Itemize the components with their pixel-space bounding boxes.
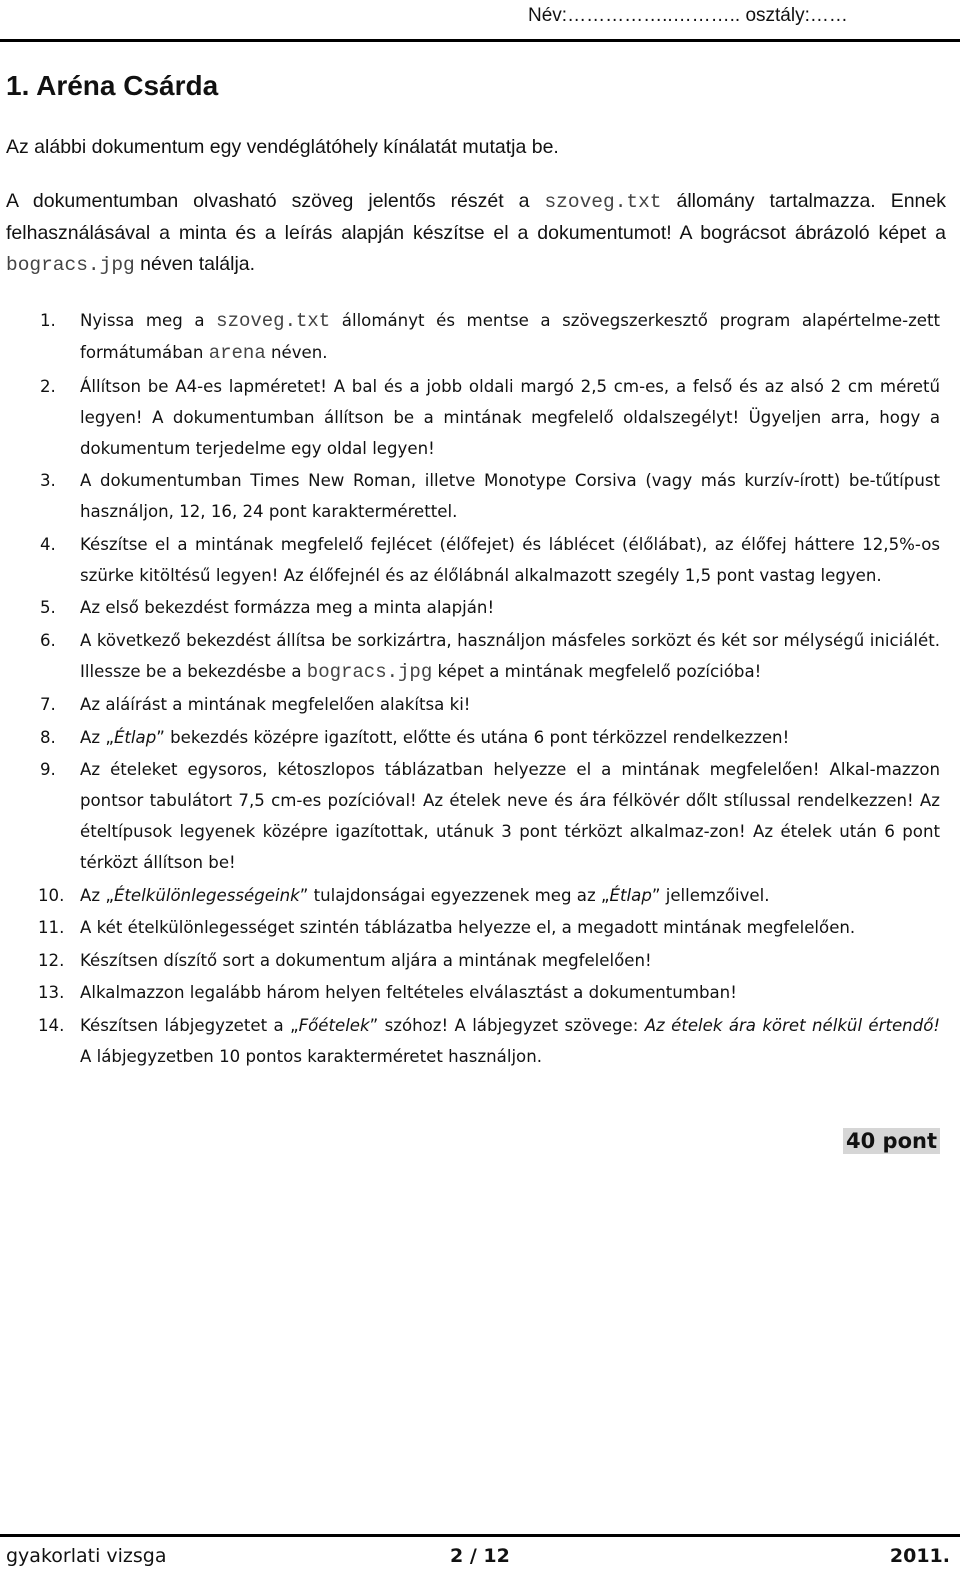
task-text: ” szóhoz! A lábjegyzet szövege: bbox=[369, 1015, 645, 1035]
task-number: 4. bbox=[40, 534, 56, 554]
italic-term: Étlap bbox=[113, 727, 157, 747]
intro-paragraph-2 bbox=[6, 186, 946, 281]
footer-rule bbox=[0, 1534, 960, 1537]
task-text: képet a mintának megfelelő pozícióba! bbox=[432, 661, 762, 681]
intro-text: néven találja. bbox=[134, 253, 256, 275]
task-item bbox=[0, 689, 940, 720]
task-list bbox=[0, 305, 940, 1072]
task-text: Készítse el a mintának megfelelő fejlécet (élőfejet) és láblécet (élőlábat), az élőfej háttere 12,5%-os szürke kitöltésű legyen! Az élőfejnél és az élőlábnál alkalmazott szegély 1,5 pont vastag legyen. bbox=[80, 534, 940, 585]
task-number: 10. bbox=[38, 885, 65, 905]
task-item bbox=[0, 880, 940, 911]
task-number: 3. bbox=[40, 471, 56, 490]
name-class-field: Név:……………..……….. osztály:…… bbox=[528, 5, 848, 26]
task-title: 1. Aréna Csárda bbox=[6, 70, 219, 101]
task-number: 2. bbox=[40, 376, 56, 396]
footer-exam-type: gyakorlati vizsga bbox=[6, 1545, 167, 1567]
task-text: állományt és mentse a szövegszerkesztő program alapértelme-zett formátumában bbox=[80, 311, 941, 362]
task-number: 9. bbox=[40, 760, 56, 779]
task-number: 5. bbox=[40, 598, 56, 617]
task-number: 7. bbox=[40, 695, 56, 714]
task-text: ” jellemzőivel. bbox=[651, 885, 770, 905]
task-item bbox=[0, 945, 940, 976]
task-text: ” bekezdés középre igazított, előtte és utána 6 pont térközzel rendelkezzen! bbox=[156, 727, 790, 747]
task-item bbox=[0, 722, 940, 753]
header-rule bbox=[0, 39, 960, 42]
filename-arena: arena bbox=[208, 342, 266, 364]
task-item bbox=[0, 1010, 940, 1072]
italic-term: Étlap bbox=[609, 885, 652, 905]
task-item bbox=[0, 305, 940, 369]
footer-page-number: 2 / 12 bbox=[450, 1545, 510, 1567]
task-text: A két ételkülönlegességet szintén táblázatba helyezze el, a megadott mintának megfelelően. bbox=[80, 918, 856, 937]
intro-paragraph-1: Az alábbi dokumentum egy vendéglátóhely kínálatát mutatja be. bbox=[6, 136, 559, 158]
task-text: Nyissa meg a bbox=[80, 311, 217, 330]
task-number: 8. bbox=[40, 727, 56, 747]
intro-text: állomány tartalmazza. Ennek felhasználásával a minta és a leírás alapján készítse el a dokumentumot! A bográcsot ábrázoló képet a bbox=[6, 190, 946, 244]
footer-year: 2011. bbox=[889, 1545, 950, 1567]
task-text: néven. bbox=[265, 343, 328, 362]
task-item bbox=[0, 625, 940, 688]
task-number: 13. bbox=[38, 983, 65, 1002]
task-text: Készítsen díszítő sort a dokumentum aljára a mintának megfelelően! bbox=[80, 950, 652, 970]
task-text: Az „ bbox=[80, 727, 114, 747]
points-badge: 40 pont bbox=[843, 1128, 940, 1154]
task-text: Az „ bbox=[80, 885, 114, 905]
task-item bbox=[0, 465, 940, 527]
task-text: ” tulajdonságai egyezzenek meg az „ bbox=[299, 885, 610, 905]
task-item bbox=[0, 592, 940, 623]
filename-szoveg: szoveg.txt bbox=[216, 310, 331, 332]
italic-term: Ételkülönlegességeink bbox=[113, 885, 300, 905]
page-footer bbox=[6, 1545, 950, 1575]
task-text: Állítson be A4-es lapméretet! A bal és a jobb oldali margó 2,5 cm-es, a felső és az alsó 2 cm méretű legyen! A dokumentumban állítson be a mintának megfelelő oldalszegélyt! Ügyeljen arra, hogy a dokumentum terjedelme egy oldal legyen! bbox=[80, 376, 940, 458]
task-item bbox=[0, 754, 940, 878]
task-item bbox=[0, 371, 940, 464]
task-item bbox=[0, 977, 940, 1008]
task-number: 11. bbox=[38, 918, 65, 937]
task-text: Készítsen lábjegyzetet a „ bbox=[80, 1015, 299, 1035]
italic-term: Főételek bbox=[298, 1015, 370, 1035]
filename-bogracs: bogracs.jpg bbox=[6, 254, 135, 276]
filename-bogracs: bogracs.jpg bbox=[306, 660, 433, 683]
task-number: 12. bbox=[38, 950, 65, 970]
filename-szoveg: szoveg.txt bbox=[544, 191, 662, 213]
task-text: A lábjegyzetben 10 pontos karakterméretet használjon. bbox=[80, 1046, 542, 1066]
task-item bbox=[0, 912, 940, 943]
task-text: A dokumentumban Times New Roman, illetve Monotype Corsiva (vagy más kurzív-írott) be-tűtípust használjon, 12, 16, 24 pont karaktermérettel. bbox=[80, 471, 940, 521]
task-number: 1. bbox=[40, 311, 56, 330]
task-number: 6. bbox=[40, 630, 56, 650]
task-item bbox=[0, 529, 940, 591]
task-text: Alkalmazzon legalább három helyen feltételes elválasztást a dokumentumban! bbox=[80, 983, 737, 1002]
task-text: A következő bekezdést állítsa be sorkizártra, használjon másfeles sorközt és két sor mélységű iniciálét. Illessze be a bekezdésbe a bbox=[80, 630, 940, 681]
italic-term: Az ételek ára köret nélkül értendő! bbox=[644, 1015, 941, 1035]
task-text: Az aláírást a mintának megfelelően alakítsa ki! bbox=[80, 695, 471, 714]
task-number: 14. bbox=[38, 1015, 65, 1035]
intro-text: A dokumentumban olvasható szöveg jelentős részét a bbox=[6, 190, 545, 212]
task-text: Az első bekezdést formázza meg a minta alapján! bbox=[80, 598, 495, 617]
task-text: Az ételeket egysoros, kétoszlopos táblázatban helyezze el a mintának megfelelően! Alkal-mazzon pontsor tabulátort 7,5 cm-es pozícióval! Az ételek neve és ára félkövér dőlt stílussal rendelkezzen! Az ételtípusok legyenek középre igazítottak, utánuk 3 pont térközt alkalmaz-zon! Az ételek után 6 pont térközt állítson be! bbox=[80, 760, 940, 872]
